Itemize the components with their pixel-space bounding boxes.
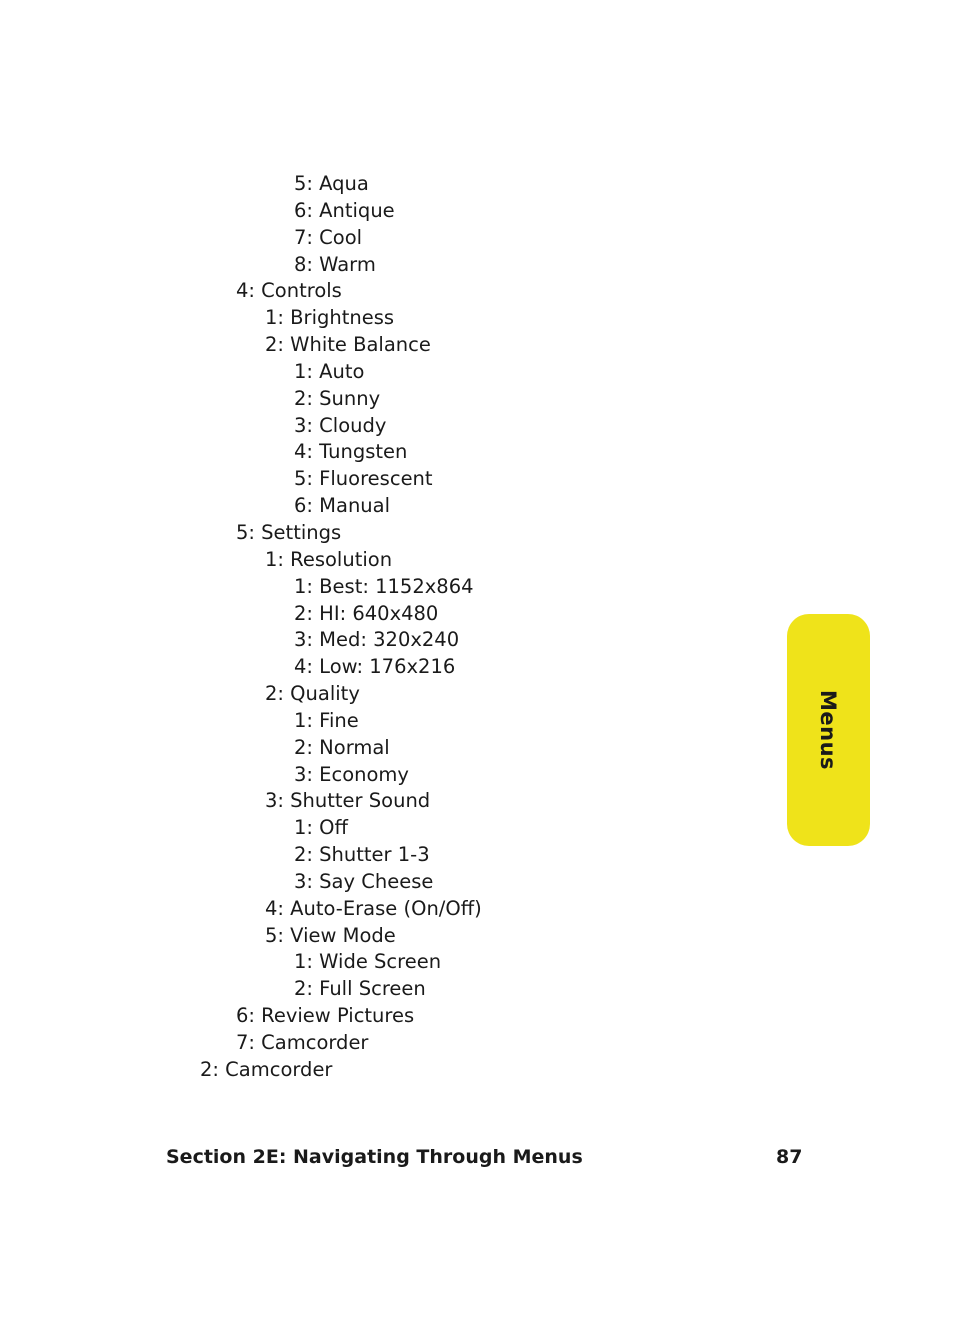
menu-item: 4: Auto-Erase (On/Off) bbox=[265, 896, 482, 920]
menus-side-tab bbox=[787, 614, 870, 846]
menu-item: 5: View Mode bbox=[265, 923, 396, 947]
menu-item: 4: Tungsten bbox=[294, 440, 408, 464]
menu-item: 1: Off bbox=[294, 816, 348, 840]
menu-item: 8: Warm bbox=[294, 252, 376, 276]
menu-item: 2: Normal bbox=[294, 735, 390, 759]
footer-section-title: Section 2E: Navigating Through Menus bbox=[166, 1146, 583, 1168]
menu-item: 6: Manual bbox=[294, 494, 391, 518]
side-tab-label: Menus bbox=[816, 689, 841, 771]
menu-item: 7: Camcorder bbox=[236, 1031, 369, 1054]
menu-item: 3: Med: 320x240 bbox=[294, 628, 460, 652]
menu-item: 1: Auto bbox=[294, 359, 365, 383]
menu-item: 2: Full Screen bbox=[294, 977, 426, 1001]
menu-item: 7: Cool bbox=[294, 225, 363, 249]
menu-item: 1: Wide Screen bbox=[294, 950, 442, 974]
menu-item: 4: Low: 176x216 bbox=[294, 655, 456, 679]
menu-item: 4: Controls bbox=[236, 279, 342, 303]
menu-item: 2: Quality bbox=[265, 682, 360, 706]
menu-item: 5: Settings bbox=[236, 520, 342, 544]
menu-item: 2: Shutter 1-3 bbox=[294, 843, 430, 867]
menu-item: 1: Brightness bbox=[265, 306, 395, 330]
menu-item: 2: White Balance bbox=[265, 333, 431, 357]
menu-item: 3: Shutter Sound bbox=[265, 789, 431, 813]
menu-item: 2: Camcorder bbox=[200, 1057, 333, 1081]
menu-item: 5: Aqua bbox=[294, 172, 369, 195]
menu-item: 2: Sunny bbox=[294, 386, 381, 410]
menu-item: 5: Fluorescent bbox=[294, 467, 433, 491]
menu-item: 2: HI: 640x480 bbox=[294, 601, 439, 625]
menu-item: 1: Resolution bbox=[265, 547, 393, 571]
menu-item: 3: Economy bbox=[294, 762, 409, 786]
menu-item: 6: Antique bbox=[294, 198, 395, 222]
menu-item: 3: Cloudy bbox=[294, 413, 387, 437]
menu-item: 3: Say Cheese bbox=[294, 869, 434, 893]
menu-item: 1: Best: 1152x864 bbox=[294, 574, 474, 598]
page-number: 87 bbox=[776, 1146, 803, 1168]
menu-item: 1: Fine bbox=[294, 708, 359, 732]
menu-item: 6: Review Pictures bbox=[236, 1004, 415, 1028]
menu-tree bbox=[0, 171, 482, 1084]
